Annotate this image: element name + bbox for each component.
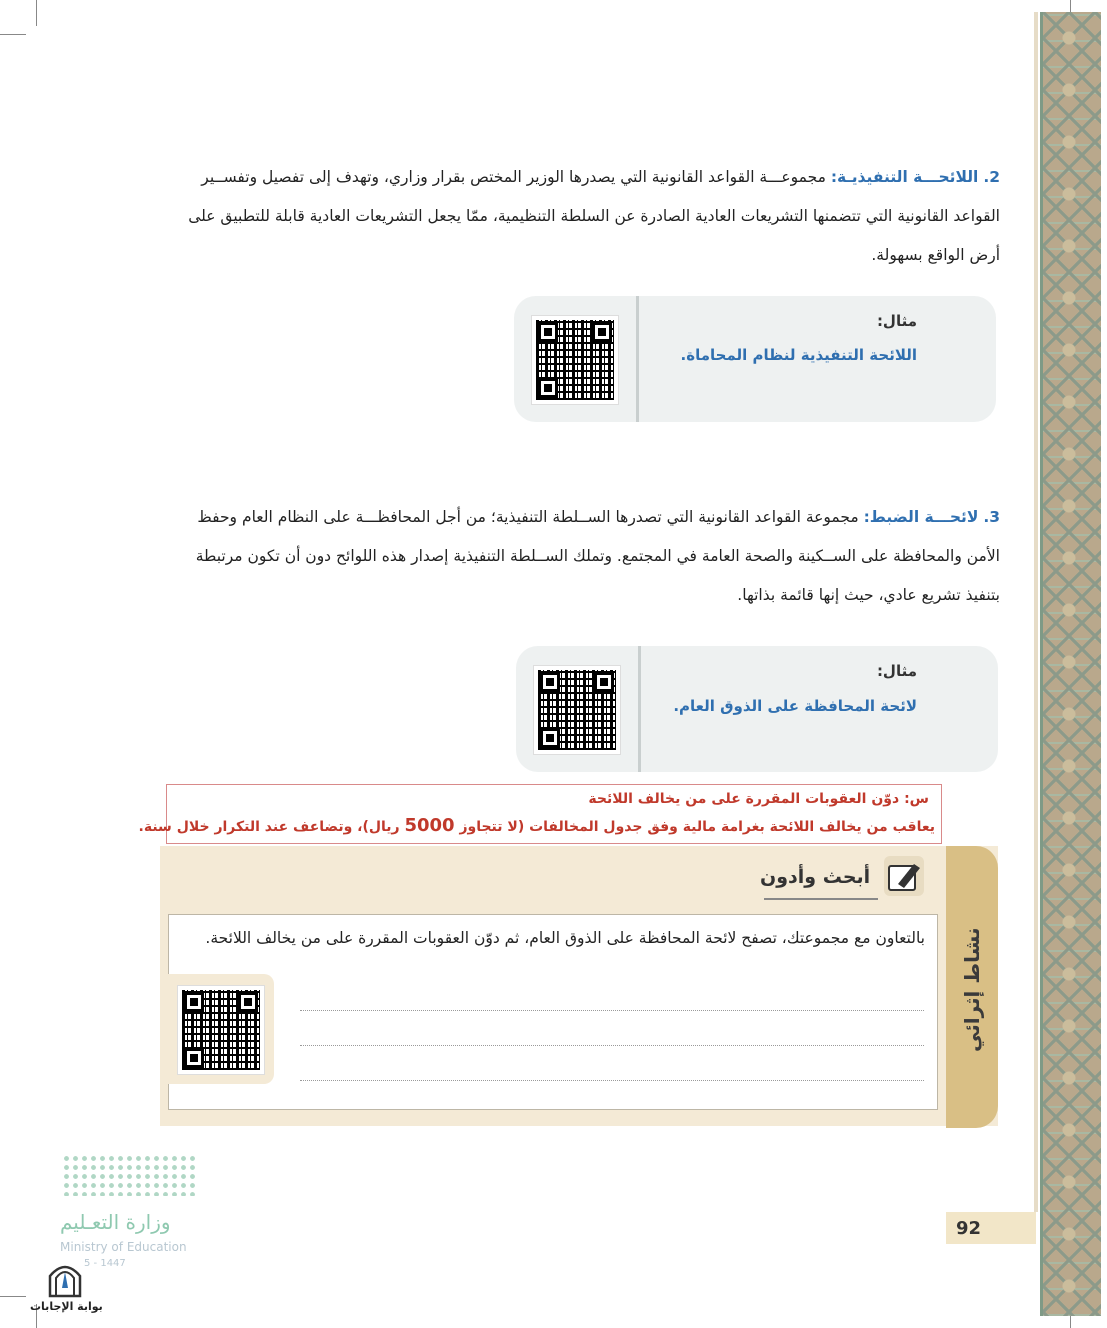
section-3-title: لائحـــة الضبط: [863, 508, 979, 526]
ministry-logo-icon [62, 1154, 198, 1196]
example-2-text: لائحة المحافظة على الذوق العام. [673, 697, 917, 715]
activity-prompt: بالتعاون مع مجموعتك، تصفح لائحة المحافظة على الذوق العام، ثم دوّن العقوبات المقررة على من يخالف اللائحة. [205, 929, 925, 947]
crop-mark [36, 0, 37, 26]
site-logo-icon [44, 1258, 86, 1298]
section-2-number: 2. [983, 168, 1000, 186]
activity-tab-label: نشاط إثرائي [960, 927, 984, 1053]
example-divider [638, 646, 641, 772]
answer-text-start: يعاقب من يخالف اللائحة بغرامة مالية وفق جدول المخالفات (لا تتجاوز [459, 819, 935, 835]
decorative-pattern-border [1040, 12, 1101, 1316]
page-edge [1034, 12, 1038, 1212]
crop-mark [0, 1296, 26, 1297]
example-1-text: اللائحة التنفيذية لنظام المحاماة. [680, 346, 917, 364]
crop-mark [0, 34, 26, 35]
answer-amount: 5000 [404, 815, 455, 836]
answer-box [138, 784, 942, 844]
pen-icon [884, 856, 924, 896]
title-underline [764, 898, 878, 900]
ministry-name-ar: وزارة التعـليم [60, 1210, 171, 1234]
edition-year: 5 - 1447 [84, 1258, 126, 1269]
section-2-title: اللائحـــة التنفيذيـة: [830, 168, 979, 186]
page-number: 92 [946, 1212, 1036, 1244]
qr-code-icon[interactable] [534, 666, 620, 754]
answer-text-end: ريال)، وتضاعف عند التكرار خلال سنة. [138, 819, 400, 835]
answer-question: س: دوّن العقوبات المقررة على من يخالف اللائحة [588, 791, 929, 807]
site-logo-text: بوابة الإجابات [30, 1300, 103, 1313]
example-2-label: مثال: [876, 662, 917, 680]
answer-line[interactable] [300, 1045, 924, 1046]
section-2-paragraph [160, 158, 1000, 275]
answer-line[interactable] [300, 1010, 924, 1011]
ministry-name-en: Ministry of Education [60, 1240, 187, 1254]
section-2-text: مجموعـــة القواعد القانونية التي يصدرها الوزير المختص بقرار وزاري، وتهدف إلى تفصيل وتفســير القواعد القانونية التي تتضمنها التشريعات العادية الصادرة عن السلطة التنظيمية، ممّا يجعل التشريعات العادية قابلة للتطبيق على أرض الواقع بسهولة. [188, 168, 1000, 264]
activity-title: أبحث وأدون [760, 866, 871, 888]
qr-code-icon[interactable] [178, 986, 264, 1074]
qr-code-icon[interactable] [532, 316, 618, 404]
section-3-text: مجموعة القواعد القانونية التي تصدرها الســلطة التنفيذية؛ من أجل المحافظـــة على النظام العام وحفظ الأمن والمحافظة على الســكينة والصحة العامة في المجتمع. وتملك الســلطة التنفيذية إصدار هذه اللوائح دون أن تكون مرتبطة بتنفيذ تشريع عادي، حيث إنها قائمة بذاتها. [195, 508, 1000, 604]
example-1-label: مثال: [876, 312, 917, 330]
example-divider [636, 296, 639, 422]
answer-text [139, 815, 935, 836]
answer-line[interactable] [300, 1080, 924, 1081]
section-3-number: 3. [983, 508, 1000, 526]
section-3-paragraph [160, 498, 1000, 615]
